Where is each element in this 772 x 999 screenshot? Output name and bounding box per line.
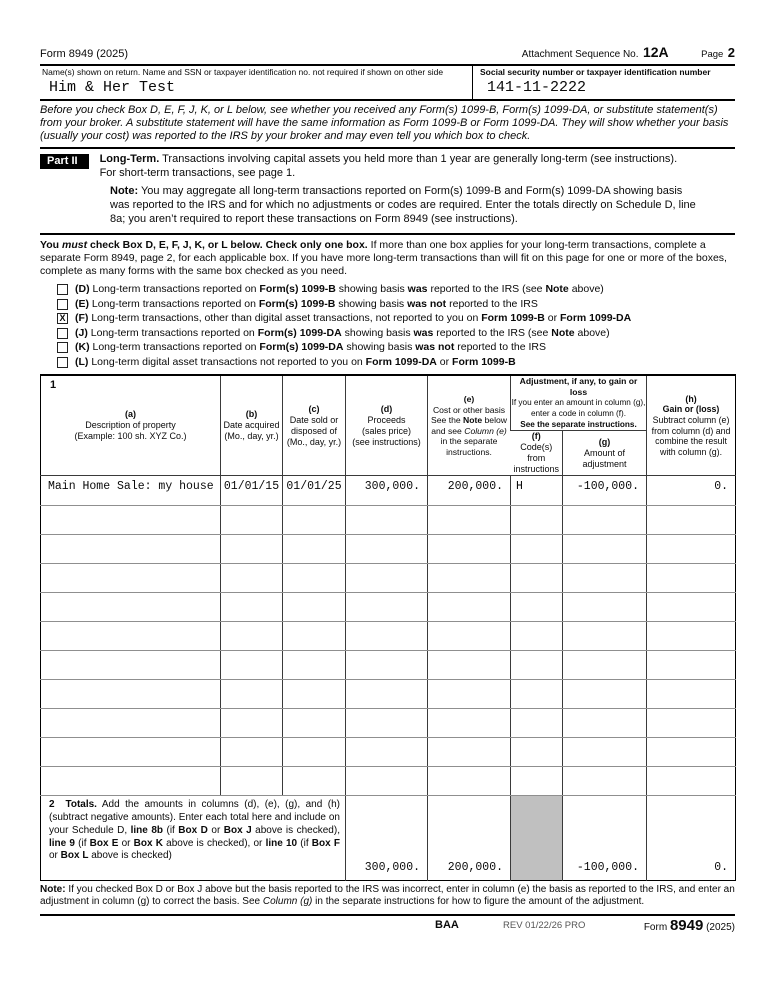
checkbox-row-l	[40, 356, 735, 368]
cell-proceeds[interactable]: 300,000.	[346, 476, 428, 506]
checkbox-D-label: (D) Long-term transactions reported on Form(s) 1099-B showing basis was reported to the IRS (see Note above)	[75, 283, 604, 296]
totals-proceeds: 300,000.	[346, 796, 428, 881]
checkbox-L-label: (L) Long-term digital asset transactions not reported to you on Form 1099-DA or Form 1099-B	[75, 356, 516, 369]
ssn-label: Social security number or taxpayer identification number	[480, 67, 711, 77]
checkbox-row-e	[40, 298, 735, 310]
form-id-row	[40, 44, 735, 66]
part-ii-badge: Part II	[40, 154, 89, 169]
baa-label: BAA	[435, 918, 459, 931]
line-1-number: 1	[50, 379, 57, 392]
transactions-table	[40, 374, 736, 881]
part-ii-heading: Long-Term. Transactions involving capital assets you held more than 1 year are generally long-term (see instructions). For short-term transactions, see page 1.	[99, 152, 678, 179]
checkbox-D[interactable]	[57, 284, 68, 295]
part-ii-section	[40, 149, 735, 235]
col-header-b: (b) Date acquired (Mo., day, yr.)	[221, 375, 283, 476]
checkbox-row-f	[40, 312, 735, 324]
checkbox-F[interactable]: X	[57, 313, 68, 324]
checkbox-F-label: (F) Long-term transactions, other than digital asset transactions, not reported to you on Form 1099-B or Form 1099-DA	[75, 312, 632, 325]
checkbox-row-d	[40, 283, 735, 295]
cell-gain[interactable]: 0.	[647, 476, 736, 506]
totals-gain: 0.	[647, 796, 736, 881]
totals-cost: 200,000.	[428, 796, 511, 881]
totals-label: 2 Totals. Add the amounts in columns (d), (e), (g), and (h) (subtract negative amounts). Enter each total here and include on your Schedule D, line 8b (if Box D or Box J above is checked), line 9 (if Box E or Box K above is checked), or line 10 (if Box F or Box L above is checked)	[49, 799, 340, 862]
page-label: Page	[701, 49, 724, 60]
checkbox-J[interactable]	[57, 328, 68, 339]
empty-row	[41, 709, 736, 738]
checkbox-K[interactable]	[57, 342, 68, 353]
empty-row	[41, 564, 736, 593]
table-row	[41, 476, 736, 506]
ssn-field[interactable]: 141-11-2222	[487, 79, 587, 96]
box-options	[40, 278, 735, 374]
cell-date-sold[interactable]: 01/01/25	[283, 476, 346, 506]
cell-date-acquired[interactable]: 01/01/15	[221, 476, 283, 506]
checkbox-E[interactable]	[57, 299, 68, 310]
form-number-footer: Form 8949 (2025)	[643, 916, 735, 934]
col-header-h: (h) Gain or (loss) Subtract column (e) from column (d) and combine the result with column (g).	[647, 375, 736, 476]
empty-row	[41, 506, 736, 535]
ssn-cell	[472, 66, 735, 99]
col-header-g: (g) Amount of adjustment	[563, 431, 647, 476]
bottom-note: Note: If you checked Box D or Box J above but the basis reported to the IRS was incorrect, enter in column (e) the basis as reported to the IRS, and enter an adjustment in column (g) to correct the basis. See Column (g) in the separate instructions for how to figure the amount of the adjustment.	[40, 881, 735, 915]
empty-row	[41, 593, 736, 622]
attachment-number: 12A	[642, 44, 669, 60]
col-header-d: (d) Proceeds (sales price) (see instructions)	[346, 375, 428, 476]
checkbox-E-label: (E) Long-term transactions reported on Form(s) 1099-B showing basis was not reported to the IRS	[75, 297, 538, 310]
attachment-label: Attachment Sequence No.	[521, 49, 639, 60]
checkbox-row-k	[40, 341, 735, 353]
check-instruction: You must check Box D, E, F, J, K, or L below. Check only one box. If more than one box applies for your long-term transactions, complete a separate Form 8949, page 2, for each applicable box. If you have more long-term transactions than will fit on this page for one or more of the boxes, complete as many forms with the same box checked as you need.	[40, 238, 727, 277]
checkbox-K-label: (K) Long-term transactions reported on Form(s) 1099-DA showing basis was not reported to the IRS	[75, 341, 546, 354]
cell-description[interactable]: Main Home Sale: my house	[41, 476, 221, 506]
checkbox-L[interactable]	[57, 357, 68, 368]
checkbox-row-j	[40, 327, 735, 339]
empty-row	[41, 738, 736, 767]
name-field[interactable]: Him & Her Test	[49, 79, 176, 96]
broker-statement-note: Before you check Box D, E, F, J, K, or L below, see whether you received any Form(s) 1099-B, Form(s) 1099-DA, or substitute statement(s) from your broker. A substitute statement will have the same information as Form 1099-B or Form 1099-DA. They will show whether your basis (usually your cost) was reported to the IRS by your broker and may even tell you which box to check.	[40, 101, 735, 149]
form-id: Form 8949 (2025)	[40, 48, 129, 60]
empty-row	[41, 767, 736, 796]
totals-row	[41, 796, 736, 881]
attachment-info	[522, 44, 735, 62]
name-cell	[40, 66, 472, 99]
empty-row	[41, 651, 736, 680]
col-header-f: (f) Code(s) from instructions	[511, 431, 563, 476]
empty-row	[41, 622, 736, 651]
name-label: Name(s) shown on return. Name and SSN or taxpayer identification no. not required if shown on other side	[42, 67, 444, 77]
empty-row	[41, 680, 736, 709]
cell-cost[interactable]: 200,000.	[428, 476, 511, 506]
part-ii-note: Note: You may aggregate all long-term transactions reported on Form(s) 1099-B and Form(s) 1099-DA showing basis was reported to the IRS and for which no adjustments or codes are required. Enter the totals directly on Schedule D, line 8a; you aren’t required to report these transactions on Form 8949 (see instructions).	[110, 185, 696, 225]
rev-label: REV 01/22/26 PRO	[503, 920, 586, 932]
totals-adjustment: -100,000.	[563, 796, 647, 881]
col-header-adjustment: Adjustment, if any, to gain or loss If you enter an amount in column (g), enter a code in column (f). See the separate instructions.	[511, 375, 647, 431]
page-footer	[40, 917, 735, 937]
empty-row	[41, 535, 736, 564]
col-header-a: 1 (a) Description of property (Example: 100 sh. XYZ Co.)	[41, 375, 221, 476]
page-number: 2	[727, 45, 735, 60]
col-header-e: (e) Cost or other basis See the Note below and see Column (e) in the separate instructions.	[428, 375, 511, 476]
totals-shaded-cell	[511, 796, 563, 881]
name-ssn-box	[40, 66, 735, 101]
checkbox-J-label: (J) Long-term transactions reported on Form(s) 1099-DA showing basis was reported to the IRS (see Note above)	[75, 326, 610, 339]
cell-adjustment[interactable]: -100,000.	[563, 476, 647, 506]
col-header-c: (c) Date sold or disposed of (Mo., day, yr.)	[283, 375, 346, 476]
cell-code[interactable]: H	[511, 476, 563, 506]
